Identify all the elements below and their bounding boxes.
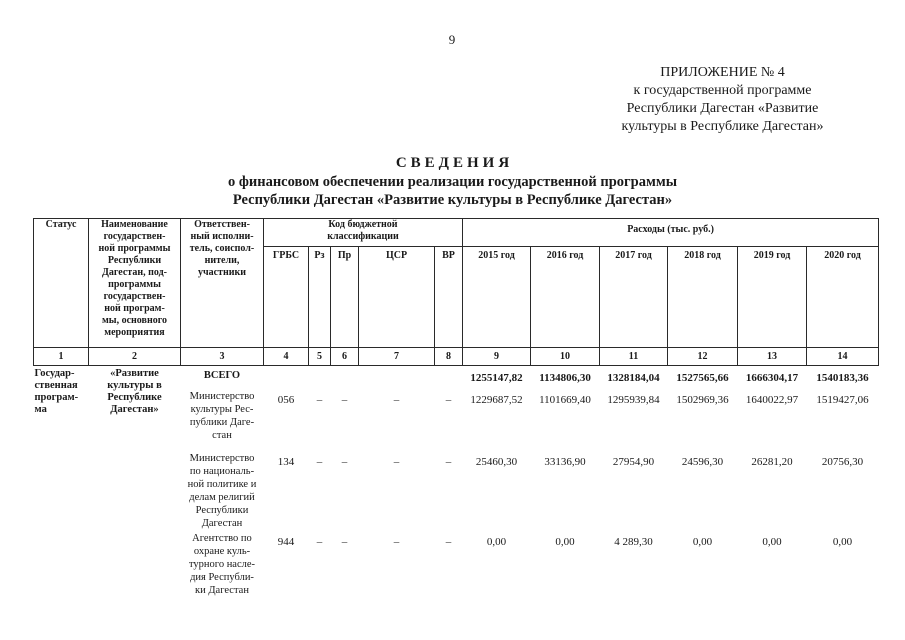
- column-number: 14: [807, 348, 879, 366]
- financing-table: [33, 218, 879, 606]
- header-row: [34, 219, 879, 247]
- grbs-cell: 944: [277, 535, 295, 548]
- rz-cell: [309, 366, 331, 389]
- grbs-cell: [264, 366, 309, 389]
- vr-cell: –: [445, 535, 452, 548]
- vr-cell: [435, 366, 463, 389]
- value-2018: 0,00: [692, 535, 713, 548]
- grbs-cell: 056: [277, 393, 295, 406]
- vr-cell: –: [445, 393, 452, 406]
- appendix-line: культуры в Республике Дагестан»: [621, 119, 824, 134]
- pr-cell: [331, 366, 359, 389]
- csr-cell: [359, 366, 435, 389]
- value-2015: 0,00: [486, 535, 507, 548]
- column-number-row: [34, 348, 879, 366]
- value-2016: 33136,90: [544, 455, 586, 468]
- value-2019: 26281,20: [751, 455, 793, 468]
- column-number: 4: [264, 348, 309, 366]
- column-number: 1: [34, 348, 89, 366]
- value-2018: 24596,30: [681, 455, 724, 468]
- column-number: 10: [531, 348, 600, 366]
- value-2019: 1640022,97: [745, 393, 799, 406]
- header-year-2017: 2017 год: [600, 247, 668, 348]
- value-2020: 20756,30: [821, 455, 864, 468]
- value-2015: 25460,30: [475, 455, 518, 468]
- header-executor: Ответствен- ный исполни- тель, соиспол- нители, участники: [181, 219, 264, 348]
- value-2017: 1328184,04: [607, 372, 660, 384]
- value-2015: 1229687,52: [470, 393, 523, 406]
- header-year-2020: 2020 год: [807, 247, 879, 348]
- value-2020: 1519427,06: [816, 393, 869, 406]
- document-heading: [0, 154, 905, 209]
- value-2020: 0,00: [832, 535, 853, 548]
- header-name: Наименование государствен- ной программы Республики Дагестан, под- программы государствен- ной програм- мы, основного мероприятия: [89, 219, 181, 348]
- value-2018: 1527565,66: [676, 372, 729, 384]
- pr-cell: –: [341, 393, 348, 406]
- appendix-line: к государственной программе: [633, 83, 812, 98]
- column-number: 9: [463, 348, 531, 366]
- value-2017: 1295939,84: [607, 393, 660, 406]
- document-title: СВЕДЕНИЯ: [395, 155, 514, 171]
- column-number: 6: [331, 348, 359, 366]
- page-number: 9: [448, 32, 456, 47]
- executor-cell: ВСЕГО: [203, 370, 241, 381]
- column-number: 12: [668, 348, 738, 366]
- header-expenses: Расходы (тыс. руб.): [463, 219, 879, 247]
- header-year-2018: 2018 год: [668, 247, 738, 348]
- appendix-header: [560, 64, 885, 136]
- column-number: 3: [181, 348, 264, 366]
- document-subtitle-line: Республики Дагестан «Развитие культуры в Республике Дагестан»: [232, 192, 673, 208]
- csr-cell: –: [393, 535, 400, 548]
- value-2017: 27954,90: [612, 455, 655, 468]
- csr-cell: –: [393, 455, 400, 468]
- program-name: «Развитие культуры в Республике Дагестан»: [107, 368, 162, 415]
- executor-cell: Агентство по охране куль- турного насле- дия Республи- ки Дагестан: [188, 532, 256, 596]
- value-2020: 1540183,36: [816, 372, 869, 384]
- appendix-line: Республики Дагестан «Развитие: [626, 101, 819, 116]
- column-number: 13: [738, 348, 807, 366]
- column-number: 11: [600, 348, 668, 366]
- value-2016: 0,00: [555, 535, 575, 548]
- header-year-2016: 2016 год: [531, 247, 600, 348]
- rz-cell: –: [316, 393, 323, 406]
- pr-cell: –: [341, 535, 348, 548]
- header-csr: ЦСР: [359, 247, 435, 348]
- value-2016: 1134806,30: [539, 372, 591, 384]
- header-vr: ВР: [435, 247, 463, 348]
- header-year-2019: 2019 год: [738, 247, 807, 348]
- appendix-title: ПРИЛОЖЕНИЕ № 4: [660, 65, 785, 80]
- program-status: Государ- ственная програм- ма: [34, 368, 79, 415]
- value-2019: 0,00: [762, 535, 782, 548]
- header-year-2015: 2015 год: [463, 247, 531, 348]
- pr-cell: –: [341, 455, 348, 468]
- csr-cell: –: [393, 393, 400, 406]
- column-number: 5: [309, 348, 331, 366]
- header-budget-code: Код бюджетной классификации: [264, 219, 463, 247]
- column-number: 8: [435, 348, 463, 366]
- value-2017: 4 289,30: [614, 535, 653, 548]
- executor-cell: Министерство по националь- ной политике и делам религий Республики Дагестан: [187, 452, 257, 529]
- table-row-total: [34, 366, 879, 389]
- executor-cell: Министерство культуры Рес- публики Даге- стан: [189, 390, 255, 441]
- rz-cell: –: [316, 535, 323, 548]
- value-2019: 1666304,17: [745, 372, 799, 384]
- document-subtitle-line: о финансовом обеспечении реализации государственной программы: [227, 174, 678, 190]
- value-2016: 1101669,40: [539, 393, 591, 406]
- column-number: 7: [359, 348, 435, 366]
- vr-cell: –: [445, 455, 452, 468]
- header-grbs: ГРБС: [264, 247, 309, 348]
- value-2018: 1502969,36: [676, 393, 729, 406]
- grbs-cell: 134: [277, 455, 295, 468]
- header-pr: Пр: [331, 247, 359, 348]
- header-rz: Рз: [309, 247, 331, 348]
- value-2015: 1255147,82: [470, 372, 523, 384]
- rz-cell: –: [316, 455, 323, 468]
- column-number: 2: [89, 348, 181, 366]
- header-status: Статус: [34, 219, 89, 348]
